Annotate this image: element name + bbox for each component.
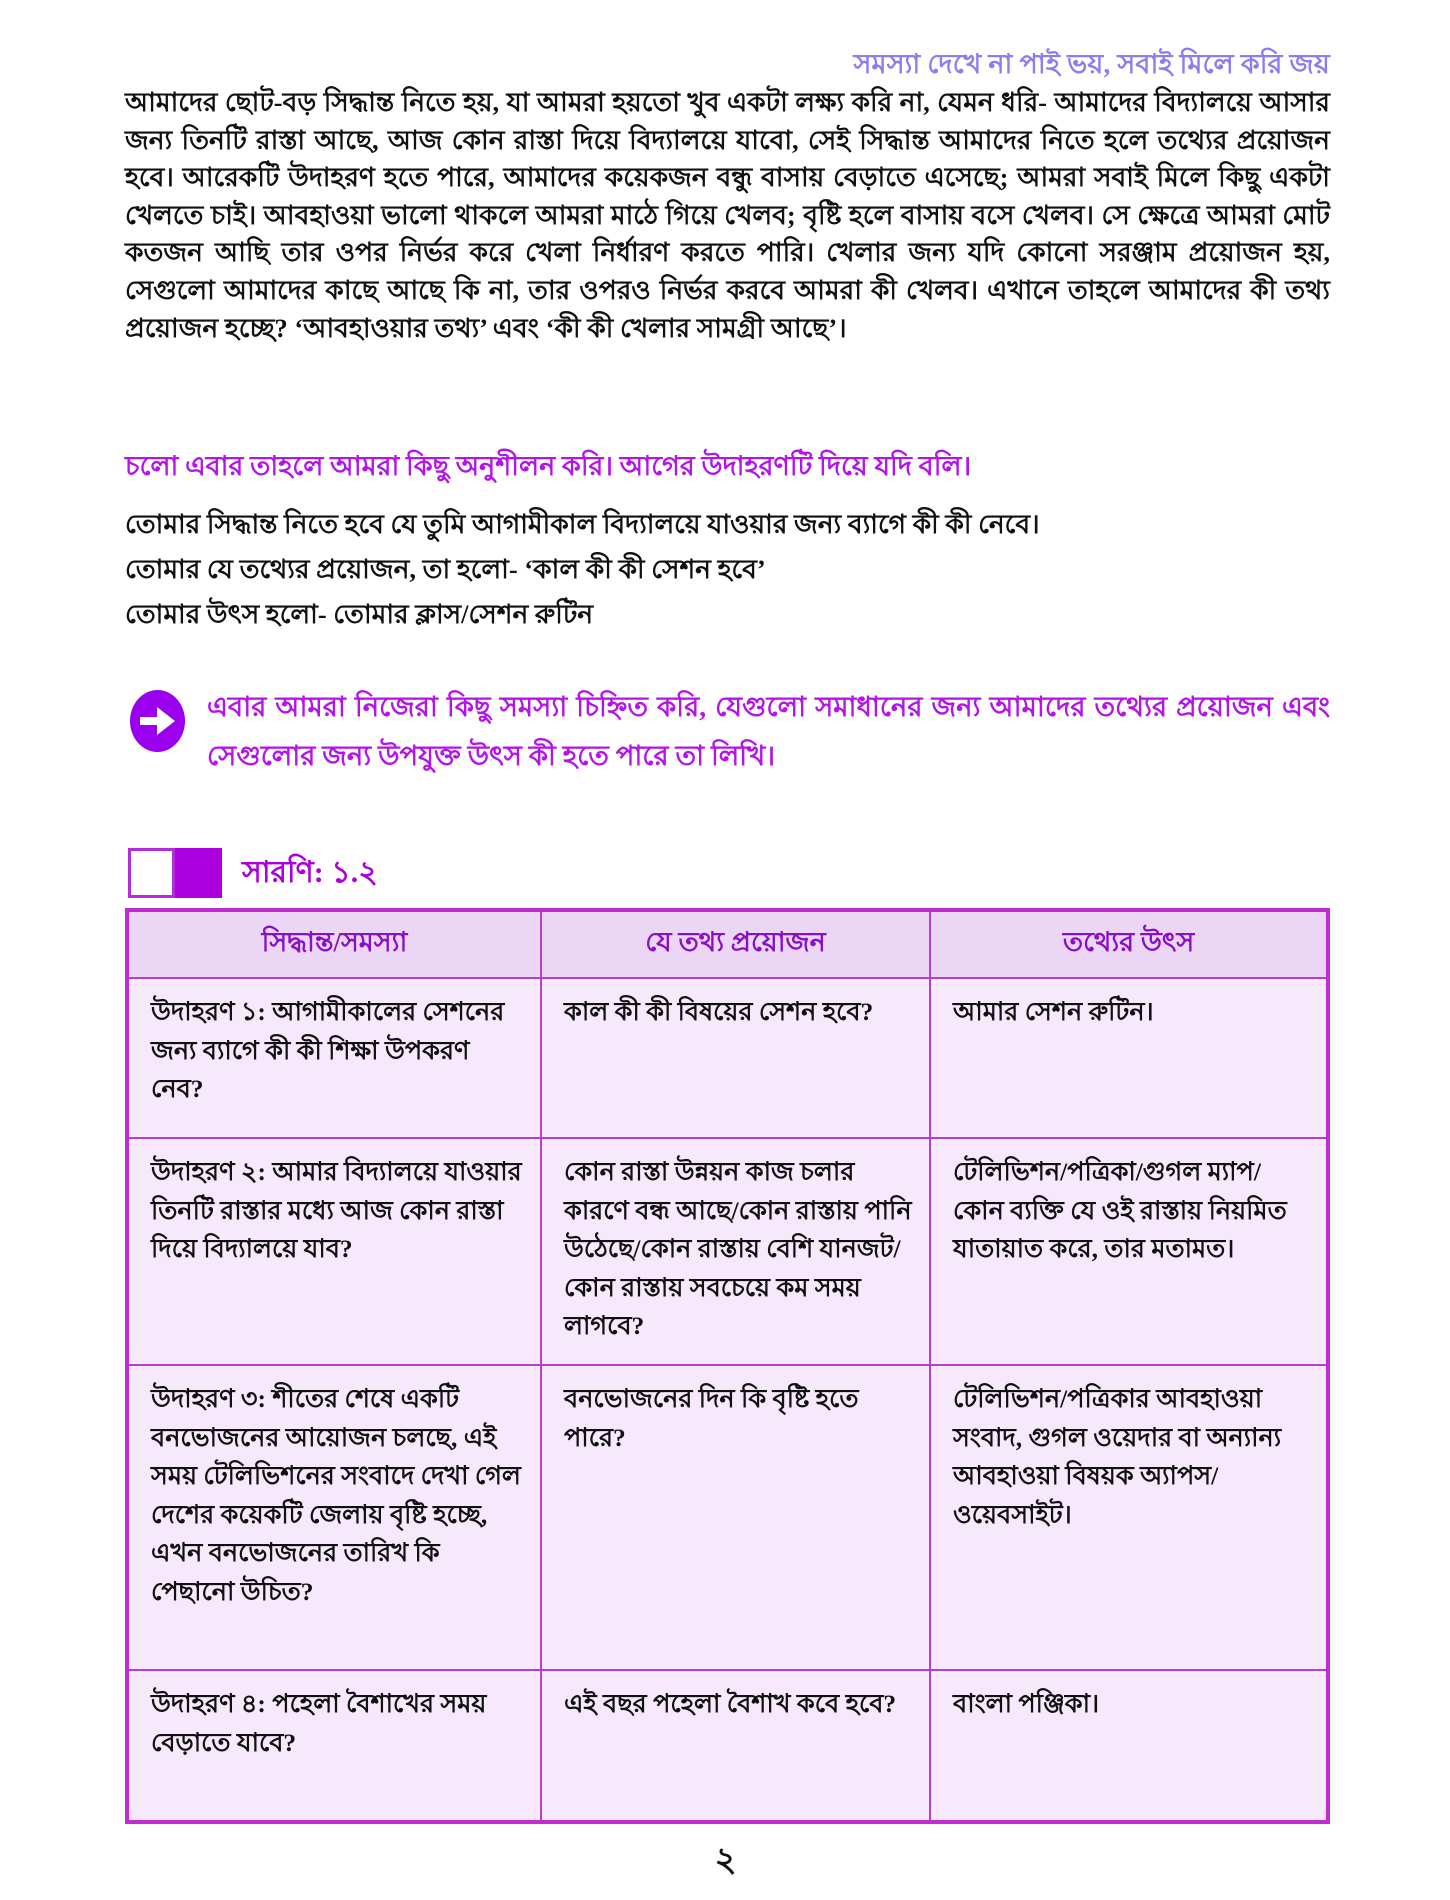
table-cell: টেলিভিশন/পত্রিকার আবহাওয়া সংবাদ, গুগল ওয়েদার বা অন্যান্য আবহাওয়া বিষয়ক অ্যাপস/ওয়েবসাইট। [930, 1365, 1328, 1670]
table-cell: আমার সেশন রুটিন। [930, 978, 1328, 1138]
table-header-row [127, 910, 1328, 978]
table-row [127, 1670, 1328, 1822]
table-cell: উদাহরণ ১: আগামীকালের সেশনের জন্য ব্যাগে কী কী শিক্ষা উপকরণ নেব? [127, 978, 541, 1138]
step-information: তোমার যে তথ্যের প্রয়োজন, তা হলো- ‘কাল কী কী সেশন হবে’ [125, 554, 766, 584]
step-decision: তোমার সিদ্ধান্ত নিতে হবে যে তুমি আগামীকাল বিদ্যালয়ে যাওয়ার জন্য ব্যাগে কী কী নেবে। [125, 509, 1040, 539]
table-cell: এই বছর পহেলা বৈশাখ কবে হবে? [541, 1670, 930, 1822]
table-cell: উদাহরণ ৩: শীতের শেষে একটি বনভোজনের আয়োজন চলছে, এই সময় টেলিভিশনের সংবাদে দেখা গেল দেশের কয়েকটি জেলায় বৃষ্টি হচ্ছে, এখন বনভোজনের তারিখ কি পেছানো উচিত? [127, 1365, 541, 1670]
table-row [127, 978, 1328, 1138]
table-cell: বাংলা পঞ্জিকা। [930, 1670, 1328, 1822]
outline-square-icon [128, 848, 175, 898]
table-cell: কোন রাস্তা উন্নয়ন কাজ চলার কারণে বন্ধ আছে/কোন রাস্তায় পানি উঠেছে/কোন রাস্তায় বেশি যানজট/কোন রাস্তায় সবচেয়ে কম সময় লাগবে? [541, 1138, 930, 1365]
arrow-right-icon [130, 690, 185, 752]
table-caption-text: সারণি: ১.২ [242, 855, 378, 889]
page-motto: সমস্যা দেখে না পাই ভয়, সবাই মিলে করি জয় [853, 49, 1330, 79]
table-cell: উদাহরণ ২: আমার বিদ্যালয়ে যাওয়ার তিনটি রাস্তার মধ্যে আজ কোন রাস্তা দিয়ে বিদ্যালয়ে যাব? [127, 1138, 541, 1365]
information-sources-table [125, 908, 1330, 1824]
table-cell: বনভোজনের দিন কি বৃষ্টি হতে পারে? [541, 1365, 930, 1670]
column-header-information: যে তথ্য প্রয়োজন [541, 910, 930, 978]
intro-paragraph: আমাদের ছোট-বড় সিদ্ধান্ত নিতে হয়, যা আমরা হয়তো খুব একটা লক্ষ্য করি না, যেমন ধরি- আমাদের বিদ্যালয়ে আসার জন্য তিনটি রাস্তা আছে, আজ কোন রাস্তা দিয়ে বিদ্যালয়ে যাবো, সেই সিদ্ধান্ত আমাদের নিতে হলে তথ্যের প্রয়োজন হবে। আরেকটি উদাহরণ হতে পারে, আমাদের কয়েকজন বন্ধু বাসায় বেড়াতে এসেছে; আমরা সবাই মিলে কিছু একটা খেলতে চাই। আবহাওয়া ভালো থাকলে আমরা মাঠে গিয়ে খেলব; বৃষ্টি হলে বাসায় বসে খেলব। সে ক্ষেত্রে আমরা মোট কতজন আছি তার ওপর নির্ভর করে খেলা নির্ধারণ করতে পারি। খেলার জন্য যদি কোনো সরঞ্জাম প্রয়োজন হয়, সেগুলো আমাদের কাছে আছে কি না, তার ওপরও নির্ভর করবে আমরা কী খেলব। এখানে তাহলে আমাদের কী তথ্য প্রয়োজন হচ্ছে? ‘আবহাওয়ার তথ্য’ এবং ‘কী কী খেলার সামগ্রী আছে’। [125, 87, 1330, 343]
table-row [127, 1365, 1328, 1670]
step-source: তোমার উৎস হলো- তোমার ক্লাস/সেশন রুটিন [125, 599, 594, 629]
table-cell: কাল কী কী বিষয়ের সেশন হবে? [541, 978, 930, 1138]
table-cell: উদাহরণ ৪: পহেলা বৈশাখের সময় বেড়াতে যাবে? [127, 1670, 541, 1822]
column-header-decision: সিদ্ধান্ত/সমস্যা [127, 910, 541, 978]
exercise-intro-line: চলো এবার তাহলে আমরা কিছু অনুশীলন করি। আগের উদাহরণটি দিয়ে যদি বলি। [125, 451, 972, 481]
table-caption [128, 846, 378, 900]
table-cell: টেলিভিশন/পত্রিকা/গুগল ম্যাপ/ কোন ব্যক্তি যে ওই রাস্তায় নিয়মিত যাতায়াত করে, তার মতামত। [930, 1138, 1328, 1365]
column-header-source: তথ্যের উৎস [930, 910, 1328, 978]
activity-block [125, 682, 1330, 780]
activity-instruction: এবার আমরা নিজেরা কিছু সমস্যা চিহ্নিত করি, যেগুলো সমাধানের জন্য আমাদের তথ্যের প্রয়োজন এবং সেগুলোর জন্য উপযুক্ত উৎস কী হতে পারে তা লিখি। [207, 691, 1330, 771]
filled-square-icon [175, 848, 222, 898]
table-row [127, 1138, 1328, 1365]
page-number: ২ [714, 1842, 737, 1879]
exercise-steps [125, 502, 1330, 637]
